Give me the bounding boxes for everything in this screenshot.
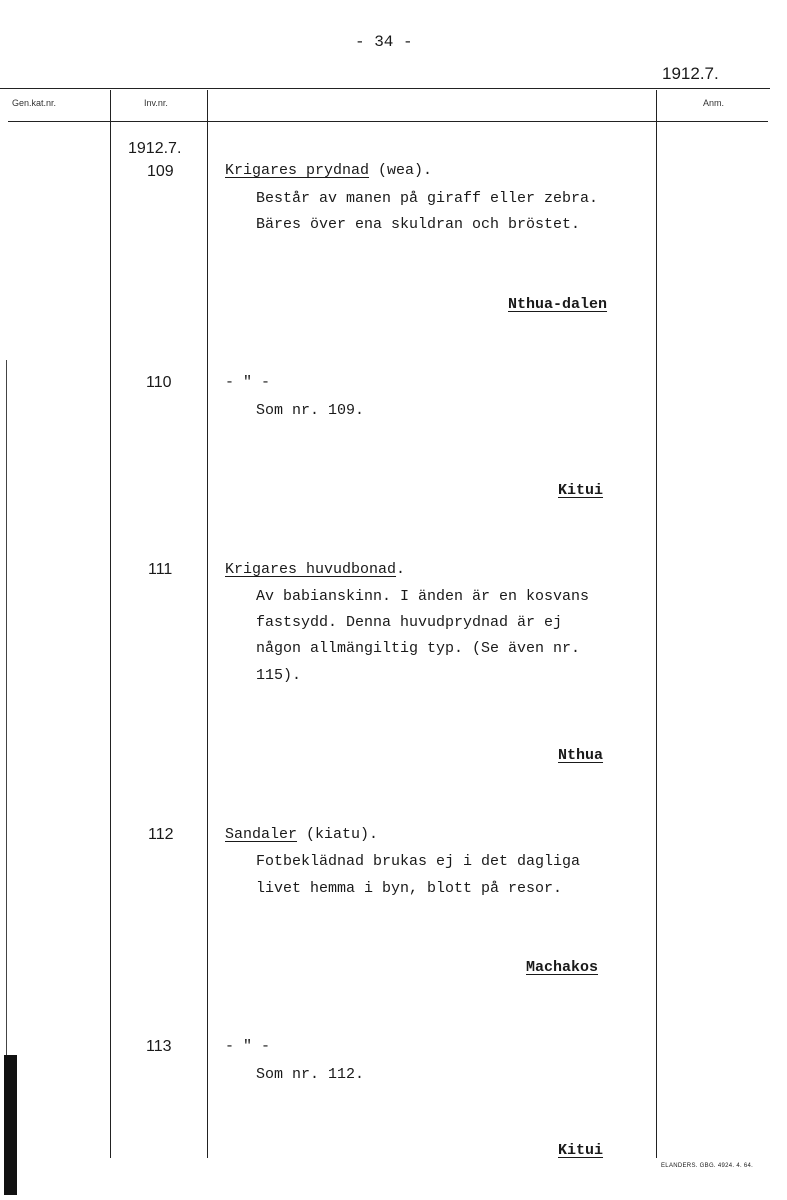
- header-rule-bottom: [8, 121, 768, 122]
- entry-title-line: [225, 158, 432, 184]
- entry-line: Bäres över ena skuldran och bröstet.: [256, 216, 581, 233]
- col-header-anm: Anm.: [703, 98, 725, 108]
- page-edge-bar: [4, 1055, 17, 1195]
- entry-title-line: [225, 370, 270, 396]
- entry-line: Fotbeklädnad brukas ej i det dagliga: [256, 853, 581, 870]
- entry-line: någon allmängiltig typ. (Se även nr.: [256, 640, 581, 657]
- entry-line: Av babianskinn. I änden är en kosvans: [256, 588, 590, 605]
- entry-title: Krigares huvudbonad: [225, 561, 397, 578]
- col-header-gen-kat: Gen.kat.nr.: [12, 98, 57, 108]
- page-number: - 34 -: [355, 33, 413, 51]
- column-divider-1: [110, 90, 111, 1158]
- printer-mark: ELANDERS. GBG. 4924. 4. 64.: [661, 1163, 754, 1169]
- entry-title-line: [225, 822, 378, 848]
- entry-location: Kitui: [558, 1142, 604, 1159]
- entry-line: livet hemma i byn, blott på resor.: [256, 880, 563, 897]
- entry-line: fastsydd. Denna huvudprydnad är ej: [256, 614, 563, 631]
- inv-number: 111: [148, 561, 173, 578]
- column-divider-2: [207, 90, 208, 1158]
- entry-title-rest: .: [396, 561, 406, 578]
- entry-line: Som nr. 109.: [256, 402, 365, 419]
- entry-title-rest: (wea).: [369, 162, 433, 179]
- page-edge-line: [6, 360, 7, 1060]
- col-header-inv: Inv.nr.: [144, 98, 168, 108]
- ledger-year: 1912.7.: [128, 140, 182, 157]
- entry-title-rest: - " -: [225, 1038, 271, 1055]
- entry-location: Nthua: [558, 747, 604, 764]
- column-divider-3: [656, 90, 657, 1158]
- entry-title-rest: - " -: [225, 374, 271, 391]
- entry-title-rest: (kiatu).: [297, 826, 379, 843]
- entry-title: Krigares prydnad: [225, 162, 370, 179]
- entry-title: Sandaler: [225, 826, 298, 843]
- inv-number: 110: [146, 374, 172, 391]
- entry-title-line: [225, 1034, 270, 1060]
- entry-location: Kitui: [558, 482, 604, 499]
- header-rule-top: [0, 88, 770, 89]
- inv-number: 112: [148, 826, 174, 843]
- entry-line: Består av manen på giraff eller zebra.: [256, 190, 599, 207]
- entry-location: Nthua-dalen: [508, 296, 608, 313]
- entry-line: 115).: [256, 667, 302, 684]
- inv-number: 109: [147, 163, 174, 180]
- header-year: 1912.7.: [662, 64, 719, 83]
- entry-line: Som nr. 112.: [256, 1066, 365, 1083]
- entry-title-line: [225, 557, 405, 583]
- inv-number: 113: [146, 1038, 172, 1055]
- entry-location: Machakos: [526, 959, 599, 976]
